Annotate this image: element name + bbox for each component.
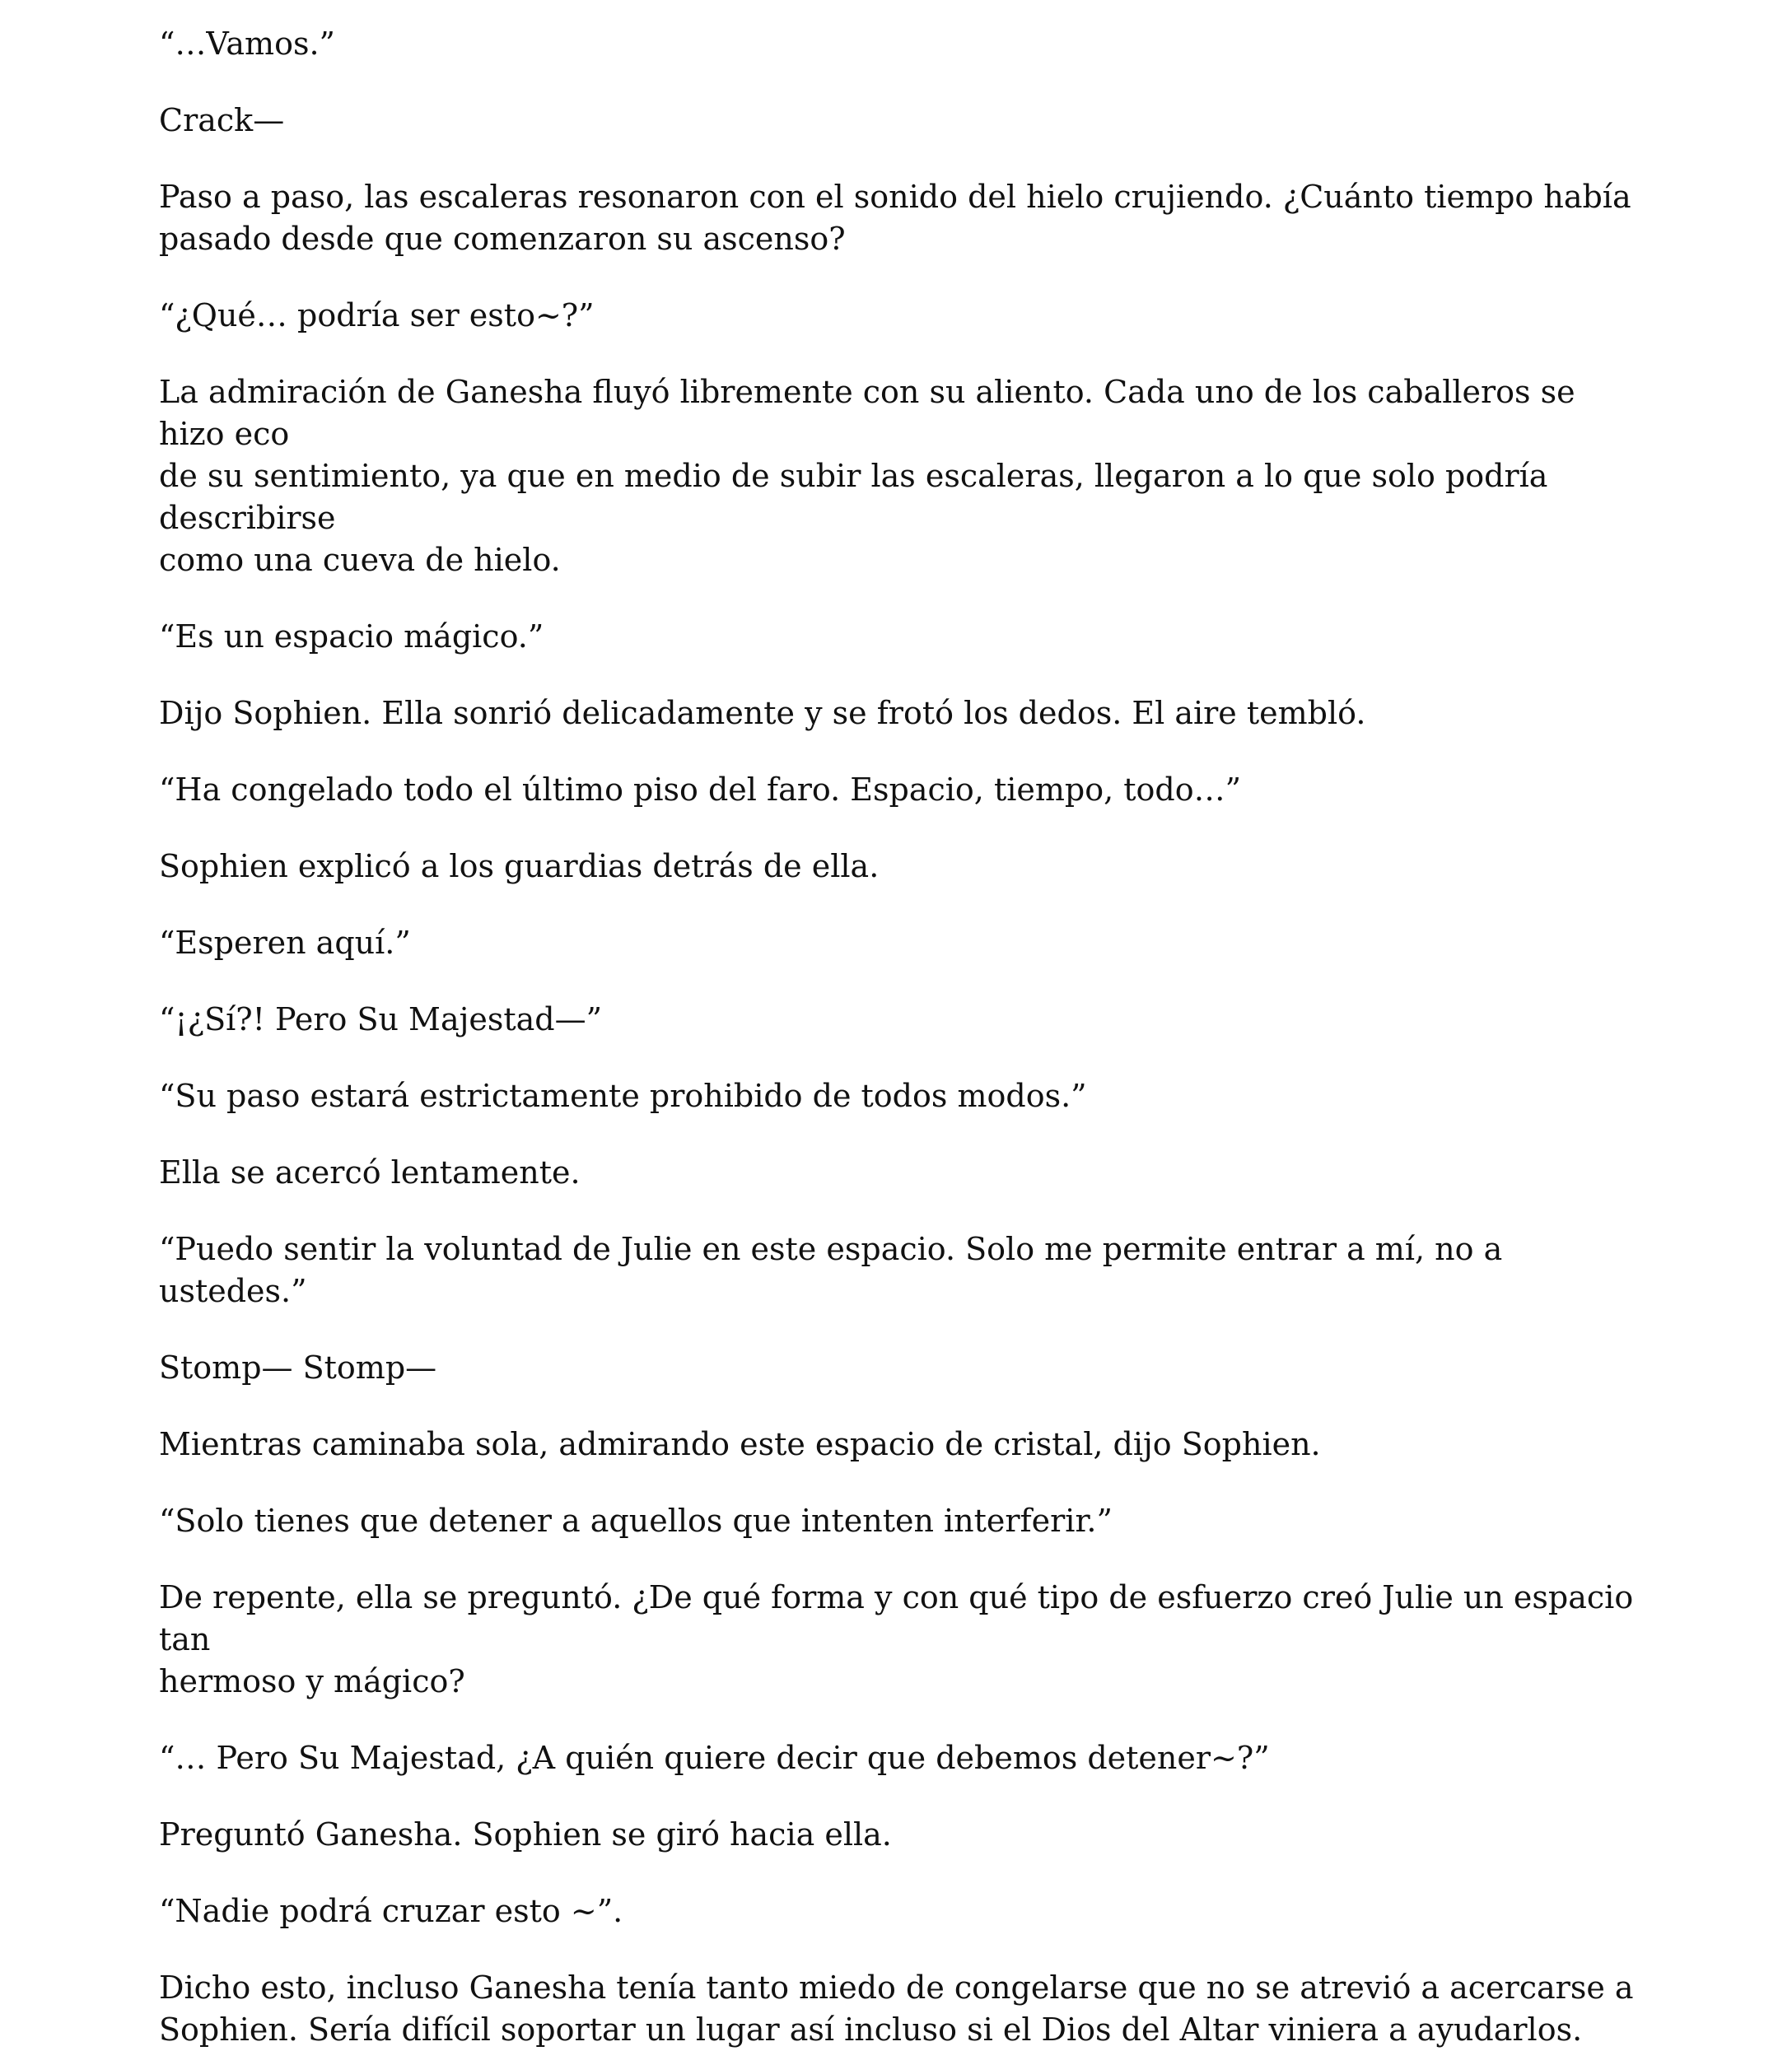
paragraph: Dicho esto, incluso Ganesha tenía tanto miedo de congelarse que no se atrevió a acercarse a Sophien. Sería difícil soportar un lugar así incluso si el Dios del Altar viniera a ayudarlos. — [159, 1969, 1634, 2048]
paragraph: “Su paso estará estrictamente prohibido de todos modos.” — [159, 1078, 1087, 1114]
paragraph: “Esperen aquí.” — [159, 925, 411, 961]
paragraph: Ella se acercó lentamente. — [159, 1154, 581, 1191]
paragraph: Paso a paso, las escaleras resonaron con el sonido del hielo crujiendo. ¿Cuánto tiempo había pasado desde que comenzaron su ascenso? — [159, 179, 1631, 257]
paragraph: Stomp— Stomp— — [159, 1349, 437, 1386]
paragraph: “Solo tienes que detener a aquellos que intenten interferir.” — [159, 1503, 1113, 1539]
paragraph: “… Pero Su Majestad, ¿A quién quiere decir que debemos detener~?” — [159, 1740, 1270, 1776]
paragraph: “Puedo sentir la voluntad de Julie en este espacio. Solo me permite entrar a mí, no a ustedes.” — [159, 1231, 1513, 1309]
paragraph: Preguntó Ganesha. Sophien se giró hacia ella. — [159, 1816, 892, 1853]
paragraph: Crack— — [159, 102, 285, 138]
paragraph: “Ha congelado todo el último piso del faro. Espacio, tiempo, todo…” — [159, 771, 1242, 808]
paragraph: “¿Qué… podría ser esto~?” — [159, 297, 595, 333]
paragraph: Mientras caminaba sola, admirando este espacio de cristal, dijo Sophien. — [159, 1426, 1321, 1462]
paragraph: Dijo Sophien. Ella sonrió delicadamente y se frotó los dedos. El aire tembló. — [159, 695, 1366, 731]
document-page — [159, 23, 1641, 2051]
paragraph: “¡¿Sí?! Pero Su Majestad—” — [159, 1001, 603, 1037]
paragraph: Sophien explicó a los guardias detrás de ella. — [159, 848, 880, 884]
paragraph: “Es un espacio mágico.” — [159, 618, 544, 655]
paragraph: De repente, ella se preguntó. ¿De qué forma y con qué tipo de esfuerzo creó Julie un espacio tan hermoso y mágico? — [159, 1579, 1634, 1699]
paragraph: “…Vamos.” — [159, 26, 335, 62]
paragraph: “Nadie podrá cruzar esto ~”. — [159, 1893, 623, 1929]
paragraph: La admiración de Ganesha fluyó libremente con su aliento. Cada uno de los caballeros se hizo eco de su sentimiento, ya que en medio de subir las escaleras, llegaron a lo que solo podría describirse como una cueva de hielo. — [159, 374, 1575, 578]
